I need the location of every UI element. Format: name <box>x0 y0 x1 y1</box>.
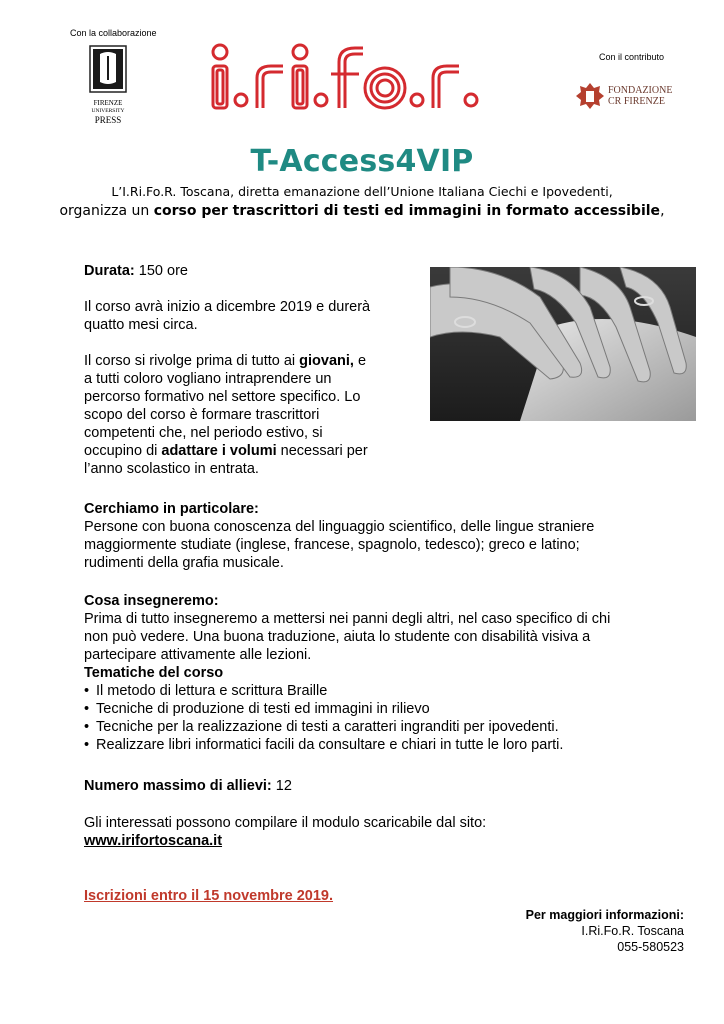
list-item <box>84 718 610 736</box>
press-logo-line: UNIVERSITY <box>91 108 125 114</box>
text-line: a tutti coloro vogliano intraprendere un <box>84 371 332 387</box>
teaching-heading: Cosa insegneremo: <box>84 593 219 609</box>
text-line: non può vedere. Una buona traduzione, aiuta lo studente con disabilità visiva a <box>84 629 591 645</box>
press-logo-line: PRESS <box>94 115 122 125</box>
audience-paragraph <box>84 352 368 478</box>
text-span: necessari per <box>276 443 368 459</box>
text-span-bold: adattare i volumi <box>161 443 277 459</box>
list-item-text: Tecniche di produzione di testi ed immagini in rilievo <box>96 701 430 717</box>
text-line: rudimenti della grafia musicale. <box>84 555 284 571</box>
teaching-section <box>84 592 610 754</box>
hands-braille-image <box>430 267 696 421</box>
text-line <box>84 352 368 370</box>
website-link[interactable]: www.irifortoscana.it <box>84 833 223 849</box>
duration-label: Durata: <box>84 263 135 279</box>
fondazione-cr-firenze-logo <box>574 80 684 114</box>
max-students-value: 12 <box>271 778 292 794</box>
fondazione-emblem-icon <box>574 80 606 112</box>
text-span: Il corso si rivolge prima di tutto ai <box>84 353 300 369</box>
contact-org: I.Ri.Fo.R. Toscana <box>581 924 684 938</box>
signup-text: Gli interessati possono compilare il modulo scaricabile dal sito: <box>84 815 487 831</box>
press-emblem-icon <box>88 44 128 94</box>
irifor-logo <box>205 40 525 112</box>
firenze-university-press-logo <box>88 44 128 125</box>
seeking-heading: Cerchiamo in particolare: <box>84 501 259 517</box>
page-title: T-Access4VIP <box>250 144 474 179</box>
foundation-name-line: FONDAZIONE <box>608 85 673 96</box>
intro-line-1: L’I.Ri.Fo.R. Toscana, diretta emanazione dell’Unione Italiana Ciechi e Ipovedenti, <box>111 184 613 199</box>
intro-text: organizza un <box>59 203 154 219</box>
text-line: Persone con buona conoscenza del linguaggio scientifico, delle lingue straniere <box>84 519 595 535</box>
text-line: scopo del corso è formare trascrittori <box>84 407 320 423</box>
braille-reading-photo <box>430 267 696 421</box>
contact-phone: 055-580523 <box>617 940 684 954</box>
topics-heading: Tematiche del corso <box>84 665 224 681</box>
duration-value: 150 ore <box>134 263 188 279</box>
text-span: occupino di <box>84 443 162 459</box>
list-item-text: Il metodo di lettura e scrittura Braille <box>96 683 328 699</box>
press-logo-line: FIRENZE <box>93 99 123 107</box>
intro-line-2 <box>0 203 724 219</box>
enrollment-deadline: Iscrizioni entro il 15 novembre 2019. <box>84 888 334 904</box>
text-span: e <box>353 353 367 369</box>
text-line: l’anno scolastico in entrata. <box>84 461 259 477</box>
signup-section <box>84 814 486 850</box>
contribution-label: Con il contributo <box>599 52 665 62</box>
course-name: corso per trascrittori di testi ed immagini in formato accessibile <box>153 203 661 219</box>
foundation-name-line: CR FIRENZE <box>608 96 665 107</box>
start-paragraph <box>84 298 370 334</box>
contact-info <box>526 907 684 955</box>
collaboration-label: Con la collaborazione <box>70 28 157 38</box>
seeking-section <box>84 500 594 572</box>
max-students <box>84 777 292 795</box>
list-item <box>84 736 610 754</box>
text-line: Il corso avrà inizio a dicembre 2019 e durerà <box>84 299 371 315</box>
max-students-label: Numero massimo di allievi: <box>84 778 272 794</box>
text-line: Prima di tutto insegneremo a mettersi nei panni degli altri, nel caso specifico di chi <box>84 611 611 627</box>
list-item <box>84 682 610 700</box>
text-line: percorso formativo nel settore specifico. Lo <box>84 389 361 405</box>
list-item-text: Tecniche per la realizzazione di testi a caratteri ingranditi per ipovedenti. <box>96 719 559 735</box>
text-line: quatto mesi circa. <box>84 317 198 333</box>
intro-text: , <box>660 203 665 219</box>
text-line: partecipare attivamente alle lezioni. <box>84 647 312 663</box>
text-span-bold: giovani, <box>299 353 354 369</box>
list-item <box>84 700 610 718</box>
text-line: maggiormente studiate (inglese, francese, spagnolo, tedesco); greco e latino; <box>84 537 580 553</box>
text-line: competenti che, nel periodo estivo, si <box>84 425 323 441</box>
duration <box>84 262 188 280</box>
contact-heading: Per maggiori informazioni: <box>525 908 684 922</box>
text-line <box>84 442 368 460</box>
topics-list <box>84 682 610 754</box>
list-item-text: Realizzare libri informatici facili da consultare e chiari in tutte le loro parti. <box>96 737 564 753</box>
